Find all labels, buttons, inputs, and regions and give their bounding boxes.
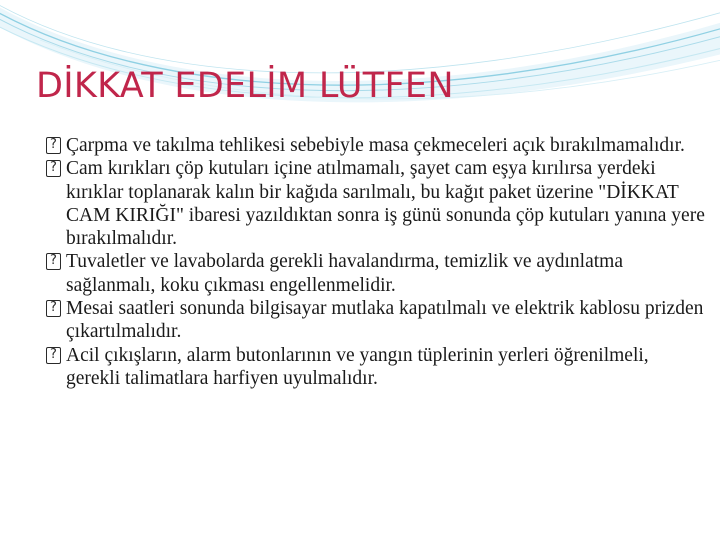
bullet-item	[46, 344, 706, 391]
bullet-item	[46, 134, 706, 157]
missing-glyph-icon: ?	[46, 253, 61, 270]
missing-glyph-icon: ?	[46, 160, 61, 177]
bullet-text: Tuvaletler ve lavabolarda gerekli havalandırma, temizlik ve aydınlatma sağlanmalı, koku çıkması engellenmelidir.	[66, 251, 623, 296]
bullet-item	[46, 250, 706, 297]
bullet-text: Acil çıkışların, alarm butonlarının ve yangın tüplerinin yerleri öğrenilmeli, gerekli talimatlara harfiyen uyulmalıdır.	[66, 344, 649, 389]
missing-glyph-icon: ?	[46, 300, 61, 317]
bullet-item	[46, 157, 706, 250]
bullet-item	[46, 297, 706, 344]
missing-glyph-icon: ?	[46, 137, 61, 154]
bullet-text: Mesai saatleri sonunda bilgisayar mutlaka kapatılmalı ve elektrik kablosu prizden çıkartılmalıdır.	[66, 298, 704, 343]
bullet-text: Çarpma ve takılma tehlikesi sebebiyle masa çekmeceleri açık bırakılmamalıdır.	[66, 135, 685, 156]
missing-glyph-icon: ?	[46, 347, 61, 364]
slide-title: DİKKAT EDELİM LÜTFEN	[36, 66, 454, 106]
bullet-text: Cam kırıkları çöp kutuları içine atılmamalı, şayet cam eşya kırılırsa yerdeki kırıklar toplanarak kalın bir kağıda sarılmalı, bu kağıt paket üzerine "DİKKAT CAM KIRIĞI" ibaresi yazıldıktan sonra iş günü sonunda çöp kutuları yanına yere bırakılmalıdır.	[66, 158, 705, 250]
bullet-list	[46, 134, 706, 390]
